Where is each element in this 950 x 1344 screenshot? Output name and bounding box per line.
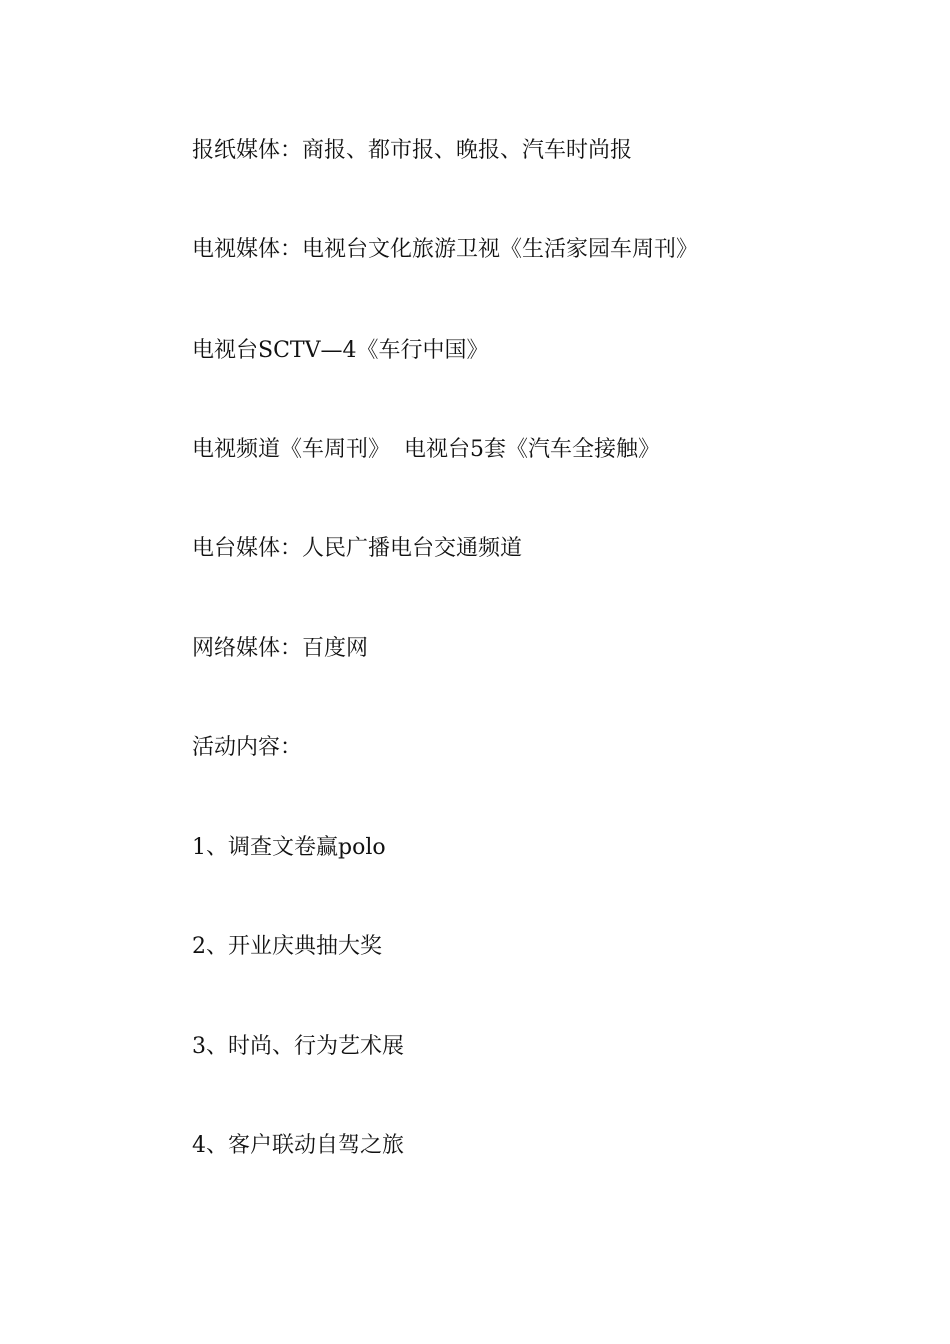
- tv-media-line: 电视媒体：电视台文化旅游卫视《生活家园车周刊》: [192, 237, 699, 262]
- newspaper-media-line: 报纸媒体：商报、都市报、晚报、汽车时尚报: [192, 138, 633, 163]
- activity-item-3: 3、时尚、行为艺术展: [192, 1034, 404, 1059]
- activity-item-2: 2、开业庆典抽大奖: [192, 934, 382, 959]
- tv-station-sctv-line: 电视台SCTV—4《车行中国》: [192, 338, 489, 363]
- activity-content-heading: 活动内容：: [192, 735, 303, 760]
- web-media-line: 网络媒体：百度网: [192, 636, 369, 661]
- activity-item-4: 4、客户联动自驾之旅: [192, 1133, 404, 1158]
- radio-media-line: 电台媒体：人民广播电台交通频道: [192, 536, 523, 561]
- activity-item-1: 1、调查文卷赢polo: [192, 835, 386, 860]
- tv-channel-line: 电视频道《车周刊》 电视台5套《汽车全接触》: [192, 437, 660, 462]
